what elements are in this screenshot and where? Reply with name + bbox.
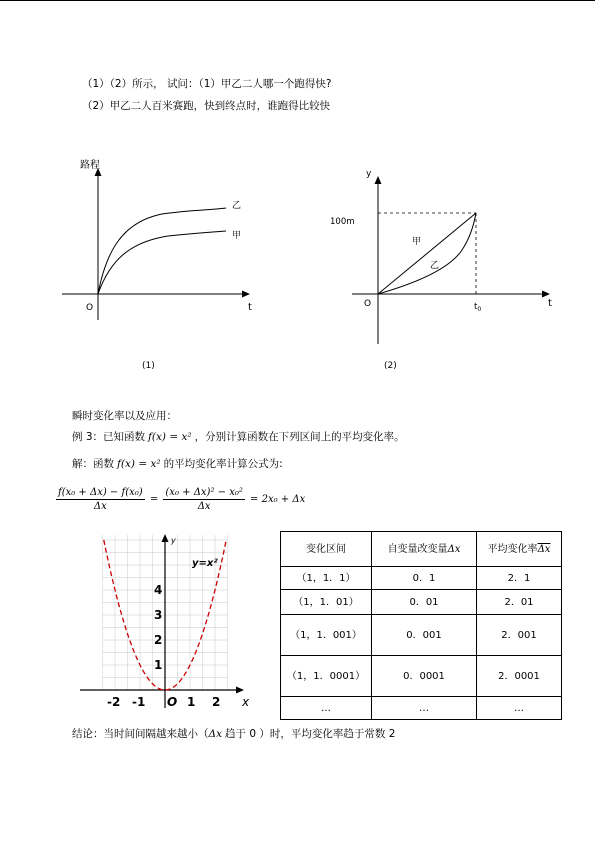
table-cell-rate: 2．001: [477, 615, 562, 656]
x-tick-label: 1: [187, 695, 196, 709]
graph1-x-label: t: [248, 302, 252, 313]
formula-num-2: (x₀ + Δx)² − x₀²: [165, 487, 243, 498]
table-header-rate-symbol: $\overline{\Delta x}$: [537, 543, 551, 555]
graph2-label-jia: 甲: [412, 237, 422, 247]
table-row: [281, 567, 562, 590]
conclusion-text-a: 结论：当时间间隔越来越小（: [72, 728, 209, 740]
table-cell-rate: 2．0001: [477, 656, 562, 697]
intro-line-2: （2）甲乙二人百米赛跑，快到终点时，谁跑得比较快: [82, 100, 331, 112]
table-header-delta-text: 自变量改变量: [387, 543, 448, 555]
conclusion-line: [72, 727, 395, 741]
formula-num-1: f(x₀ + Δx) − f(x₀): [58, 487, 143, 498]
y-tick-label: 2: [154, 633, 163, 647]
table-cell-interval: （1，1．001）: [281, 615, 372, 656]
formula-eq: =: [149, 494, 159, 505]
graph2-y-label: y: [366, 169, 372, 179]
y-tick-label: 3: [154, 608, 163, 622]
table-header-row: [281, 532, 562, 567]
table-header-interval: 变化区间: [281, 532, 372, 567]
graph2-x-mark-sub: 0: [477, 306, 482, 313]
table-cell-rate: 2．01: [477, 590, 562, 615]
conclusion-text-b: 趋于 0 ）时，平均变化率趋于常数 2: [225, 728, 396, 740]
graph2-y-mark: 100m: [330, 217, 355, 227]
example-function: f(x) = x²: [148, 431, 192, 443]
intro-line-1: （1）（2）所示， 试问：（1）甲乙二人哪一个跑得快?: [82, 78, 332, 90]
formula-result: = 2x₀ + Δx: [250, 494, 306, 505]
graph1-y-label: 路程: [80, 160, 100, 171]
graph2-caption: (2): [384, 361, 397, 371]
graph2-label-yi: 乙: [430, 261, 440, 271]
table-header-rate-text: 平均变化率: [487, 543, 538, 555]
parabola-label: y=x²: [192, 558, 218, 569]
solution-text-a: 解：函数: [72, 458, 114, 470]
average-rate-table: [280, 531, 562, 720]
graph2-x-mark-t: t: [474, 302, 478, 312]
table-row: [281, 656, 562, 697]
graph2-x-label: t: [548, 298, 552, 309]
solution-text-b: 的平均变化率计算公式为:: [163, 458, 283, 470]
table-cell-rate: …: [477, 697, 562, 720]
table-cell-delta: 0．0001: [372, 656, 477, 697]
table-header-rate: [477, 532, 562, 567]
section-title: 瞬时变化率以及应用：: [72, 410, 177, 422]
table-header-delta: [372, 532, 477, 567]
example-text-b: ，分别计算函数在下列区间上的平均变化率。: [194, 431, 405, 443]
formula-den-2: Δx: [197, 501, 211, 512]
table-cell-interval: （1，1．1）: [281, 567, 372, 590]
x-tick-label: -2: [107, 695, 121, 709]
table-row: [281, 615, 562, 656]
graph1-origin: O: [86, 303, 94, 313]
solution-function: f(x) = x²: [117, 458, 161, 470]
table-cell-rate: 2．1: [477, 567, 562, 590]
conclusion-symbol: Δx: [208, 728, 223, 740]
y-tick-label: 1: [154, 658, 163, 672]
graph1-label-yi: 乙: [232, 201, 242, 211]
table-cell-delta: 0．1: [372, 567, 477, 590]
table-cell-delta: …: [372, 697, 477, 720]
table-header-delta-symbol: Δx: [447, 543, 461, 555]
table-cell-interval: （1，1．01）: [281, 590, 372, 615]
x-tick-label: 2: [212, 695, 221, 709]
table-row: [281, 590, 562, 615]
table-cell-delta: 0．001: [372, 615, 477, 656]
formula-den-1: Δx: [93, 501, 107, 512]
graph1-label-jia: 甲: [232, 231, 242, 241]
graph1-caption: (1): [142, 361, 155, 371]
table-cell-interval: （1，1．0001）: [281, 656, 372, 697]
table-cell-delta: 0．01: [372, 590, 477, 615]
parabola-x-label: x: [242, 695, 250, 709]
x-tick-label: -1: [132, 695, 146, 709]
graph2-origin: O: [364, 299, 372, 309]
table-cell-interval: …: [281, 697, 372, 720]
parabola-y-arrow: [162, 534, 169, 542]
parabola-x-arrow: [236, 687, 244, 694]
parabola-y-label: y: [171, 536, 176, 545]
table-row: [281, 697, 562, 720]
example-text-a: 例 3：已知函数: [72, 431, 146, 443]
y-tick-label: 4: [154, 583, 163, 597]
parabola-origin: O: [167, 695, 178, 709]
